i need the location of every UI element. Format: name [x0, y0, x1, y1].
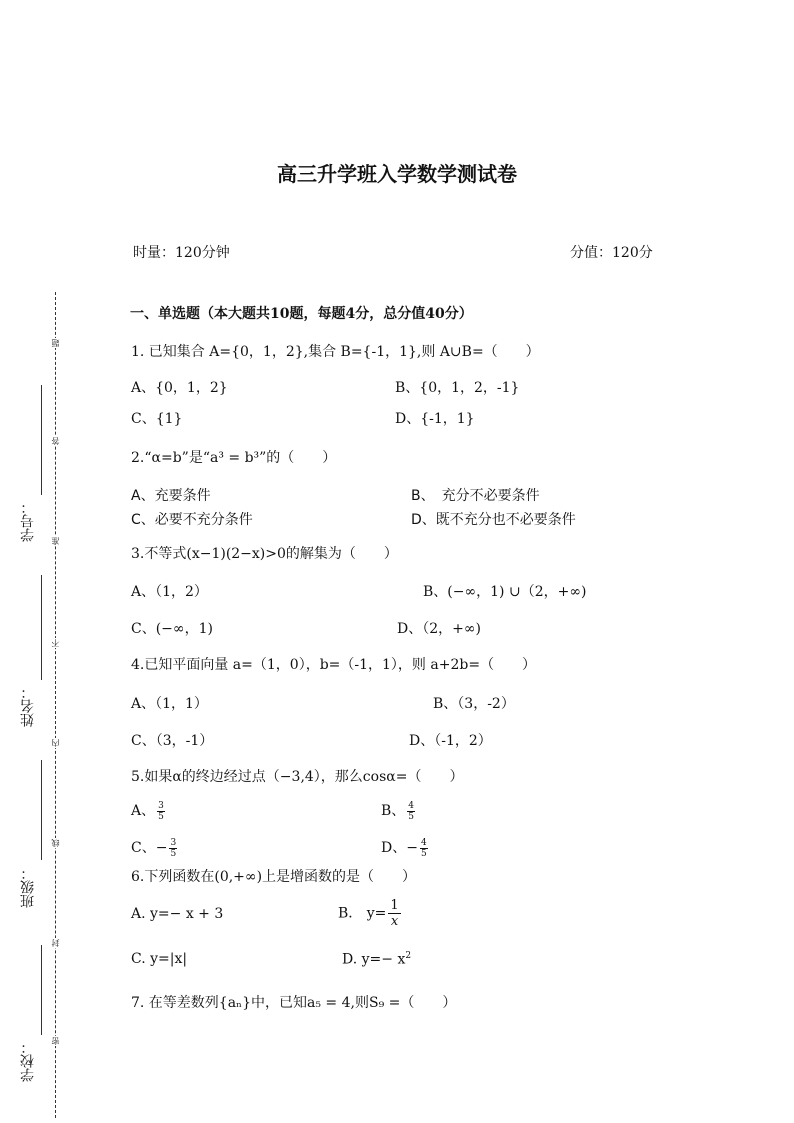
option-label: B． y= — [338, 905, 387, 922]
option-label: B、 — [381, 803, 406, 819]
question-1-option-b: B、{0，1，2，-1} — [395, 380, 520, 396]
total-score: 分值：120分 — [570, 245, 653, 261]
numerator: 4 — [420, 837, 427, 848]
question-6-stem: 6.下列函数在(0,+∞)上是增函数的是（ ） — [131, 869, 417, 885]
question-5-option-d — [381, 837, 430, 859]
denominator: 5 — [170, 848, 177, 859]
question-5-option-a — [131, 800, 167, 822]
question-6-option-d — [342, 951, 411, 968]
question-5-option-c — [131, 837, 179, 859]
question-2-option-b: B、 充分不必要条件 — [411, 488, 540, 504]
numerator: 1 — [390, 898, 399, 913]
seal-char: 不 — [51, 639, 60, 647]
seal-char: 准 — [51, 537, 60, 545]
seal-char: 题 — [51, 339, 60, 347]
fraction — [407, 801, 415, 822]
fraction — [420, 838, 428, 859]
student-id-label: 学号： — [20, 500, 36, 542]
class-rule — [41, 760, 42, 860]
numerator: 3 — [170, 837, 177, 848]
name-rule — [41, 575, 42, 680]
question-1-option-d: D、{-1，1} — [395, 411, 475, 427]
question-1-option-a: A、{0，1，2} — [131, 380, 228, 396]
exam-title: 高三升学班入学数学测试卷 — [277, 162, 517, 186]
binding-dashed-line — [55, 292, 56, 1118]
question-2-stem: 2.“α=b”是“a³ = b³”的（ ） — [131, 450, 337, 466]
question-6-option-c: C. y=|x| — [131, 951, 188, 967]
denominator: 5 — [420, 848, 427, 859]
student-id-rule — [41, 385, 42, 495]
question-3-stem: 3.不等式(x−1)(2−x)>0的解集为（ ） — [131, 546, 398, 562]
option-label: D、− — [381, 840, 418, 856]
seal-char: 封 — [51, 939, 60, 947]
seal-char: 内 — [51, 739, 60, 747]
class-label: 班级： — [20, 866, 36, 908]
question-4-option-b: B、（3，-2） — [433, 696, 515, 712]
fraction — [169, 838, 177, 859]
question-2-option-c: C、必要不充分条件 — [131, 512, 253, 528]
denominator: x — [390, 914, 399, 929]
question-4-stem: 4.已知平面向量 a=（1，0），b=（-1，1），则 a+2b=（ ） — [131, 657, 537, 673]
option-label: A、 — [131, 803, 156, 819]
question-3-option-b: B、(−∞，1) ∪（2，+∞) — [423, 584, 587, 600]
denominator: 5 — [158, 811, 164, 822]
question-3-option-d: D、（2，+∞) — [397, 621, 481, 637]
seal-char: 线 — [51, 839, 60, 847]
school-label: 学校： — [20, 1040, 36, 1082]
question-6-option-b — [338, 898, 401, 929]
question-2-option-d: D、既不充分也不必要条件 — [411, 512, 576, 528]
question-4-option-d: D、（-1，2） — [409, 733, 492, 749]
question-5-option-b — [381, 800, 417, 822]
numerator: 3 — [158, 800, 164, 811]
question-3-option-c: C、(−∞，1) — [131, 621, 213, 637]
time-limit: 时量：120分钟 — [133, 245, 230, 261]
school-rule — [41, 945, 42, 1035]
question-4-option-c: C、（3，-1） — [131, 733, 214, 749]
question-4-option-a: A、（1，1） — [131, 696, 208, 712]
question-5-stem: 5.如果α的终边经过点（−3,4），那么cosα=（ ） — [131, 769, 464, 785]
seal-char: 密 — [51, 1037, 60, 1045]
fraction — [388, 898, 400, 929]
question-3-option-a: A、（1，2） — [131, 584, 208, 600]
question-1-option-c: C、{1} — [131, 411, 183, 427]
seal-char: 答 — [51, 437, 60, 445]
denominator: 5 — [408, 811, 415, 822]
numerator: 4 — [408, 800, 415, 811]
fraction — [157, 801, 165, 822]
question-6-option-a: A. y=− x + 3 — [131, 906, 224, 922]
question-7-stem: 7. 在等差数列{aₙ}中，已知a₅ = 4,则S₉ =（ ） — [131, 995, 457, 1011]
question-1-stem: 1. 已知集合 A={0，1，2},集合 B={-1，1},则 A∪B=（ ） — [131, 344, 540, 360]
question-2-option-a: A、充要条件 — [131, 488, 211, 504]
exponent: 2 — [405, 951, 412, 961]
option-label: D. y=− x — [342, 951, 406, 968]
name-label: 姓名： — [20, 685, 36, 727]
section-heading: 一、单选题（本大题共10题，每题4分，总分值40分） — [130, 306, 473, 322]
option-label: C、− — [131, 840, 168, 856]
